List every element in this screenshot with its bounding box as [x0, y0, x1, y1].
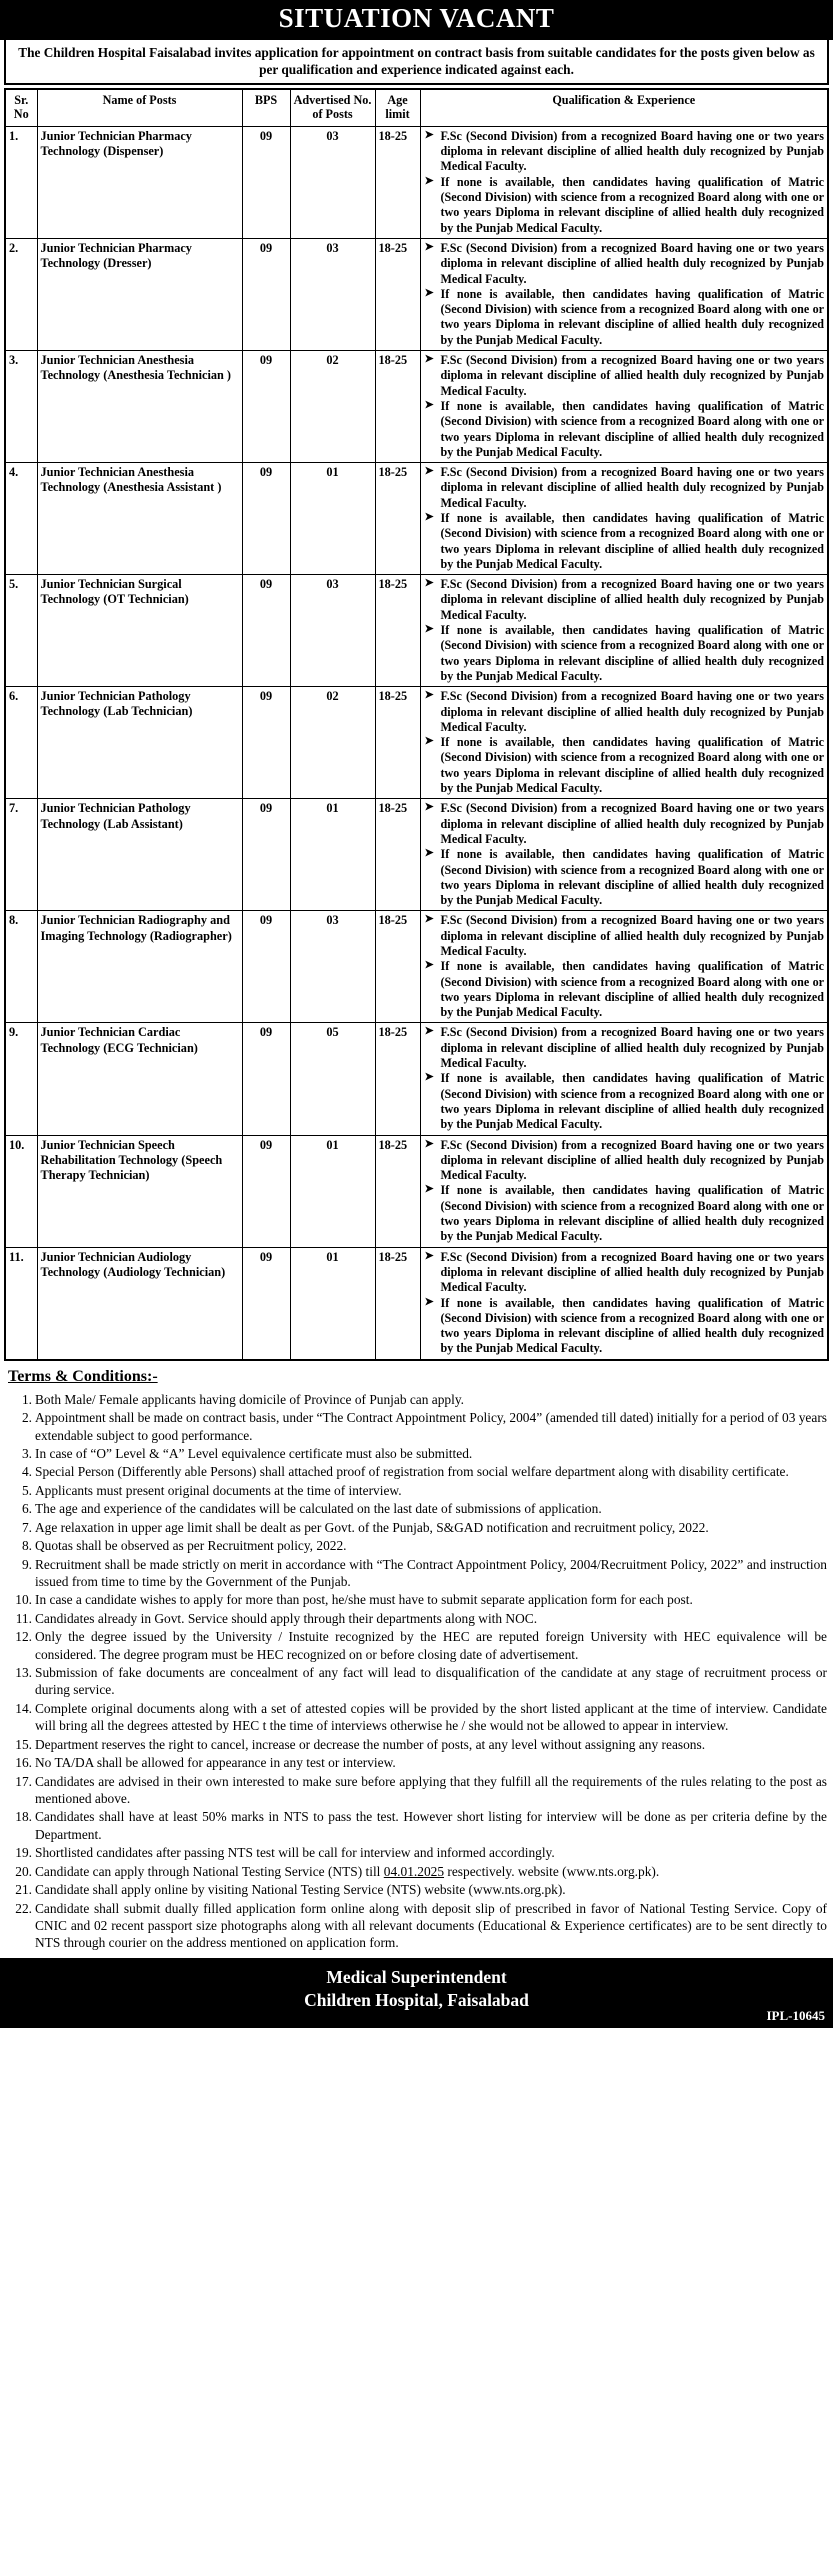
qualification-text: F.Sc (Second Division) from a recognized Board having one or two years diploma in relevant discipline of allied health duly recognized by Punjab Medical Faculty.: [440, 1025, 824, 1071]
cell-bps: 09: [242, 799, 290, 911]
cell-name: Junior Technician Radiography and Imaging Technology (Radiographer): [37, 911, 242, 1023]
qualification-list: [424, 129, 825, 236]
arrow-bullet-icon: ➤: [424, 465, 434, 478]
arrow-bullet-icon: ➤: [424, 689, 434, 702]
arrow-bullet-icon: ➤: [424, 1295, 434, 1308]
qualification-item: [424, 175, 825, 236]
qualification-text: F.Sc (Second Division) from a recognized Board having one or two years diploma in relevant discipline of allied health duly recognized by Punjab Medical Faculty.: [440, 689, 824, 734]
table-row: [5, 351, 828, 463]
cell-bps: 09: [242, 238, 290, 350]
cell-bps: 09: [242, 463, 290, 575]
arrow-bullet-icon: ➤: [424, 801, 434, 814]
cell-bps: 09: [242, 1247, 290, 1360]
qualification-text: F.Sc (Second Division) from a recognized Board having one or two years diploma in relevant discipline of allied health duly recognized by Punjab Medical Faculty.: [440, 465, 824, 510]
cell-bps: 09: [242, 351, 290, 463]
arrow-bullet-icon: ➤: [424, 847, 434, 860]
qualification-list: [424, 913, 825, 1020]
arrow-bullet-icon: ➤: [424, 735, 434, 748]
qualification-text: F.Sc (Second Division) from a recognized Board having one or two years diploma in relevant discipline of allied health duly recognized by Punjab Medical Faculty.: [440, 913, 824, 958]
cell-name: Junior Technician Pharmacy Technology (Dispenser): [37, 126, 242, 238]
cell-posts: 01: [290, 1247, 375, 1360]
qualification-item: [424, 1183, 825, 1244]
qualification-item: [424, 735, 825, 796]
cell-age-limit: 18-25: [375, 575, 420, 687]
column-header-age-limit: Age limit: [375, 89, 420, 126]
jobs-table-head: [5, 89, 828, 126]
qualification-item: [424, 399, 825, 460]
terms-item: Candidates are advised in their own interested to make sure before applying that they fulfill all the requirements of the rules relating to the post as mentioned above.: [35, 1773, 827, 1806]
cell-name: Junior Technician Anesthesia Technology (Anesthesia Technician ): [37, 351, 242, 463]
footer-signature: [0, 1966, 833, 2012]
cell-sr-no: 4.: [5, 463, 37, 575]
qualification-item: [424, 1250, 825, 1296]
jobs-table-body: [5, 126, 828, 1359]
table-row: [5, 1247, 828, 1360]
qualification-list: [424, 465, 825, 572]
qualification-item: [424, 465, 825, 511]
cell-name: Junior Technician Speech Rehabilitation Technology (Speech Therapy Technician): [37, 1135, 242, 1247]
terms-heading: Terms & Conditions:-: [8, 1367, 158, 1385]
qualification-item: [424, 847, 825, 908]
column-header-name-of-posts: Name of Posts: [37, 89, 242, 126]
terms-item: Recruitment shall be made strictly on merit in accordance with “The Contract Appointment Policy, 2004/Recruitment Policy, 2022” and instruction issued from time to time by the Government of the Punjab.: [35, 1556, 827, 1589]
qualification-item: [424, 689, 825, 735]
table-row: [5, 687, 828, 799]
qualification-text: F.Sc (Second Division) from a recognized Board having one or two years diploma in relevant discipline of allied health duly recognized by Punjab Medical Faculty.: [440, 240, 824, 286]
footer-designation: Medical Superintendent: [326, 1966, 507, 1987]
cell-posts: 01: [290, 1135, 375, 1247]
qualification-list: [424, 1250, 825, 1357]
qualification-text: F.Sc (Second Division) from a recognized Board having one or two years diploma in relevant discipline of allied health duly recognized by Punjab Medical Faculty.: [440, 353, 824, 398]
qualification-item: [424, 959, 825, 1020]
terms-item: The age and experience of the candidates will be calculated on the last date of submissions of application.: [35, 1501, 602, 1517]
cell-qualification: [420, 238, 828, 350]
qualification-list: [424, 689, 825, 796]
terms-item: Age relaxation in upper age limit shall be dealt as per Govt. of the Punjab, S&GAD notification and recruitment policy, 2022.: [35, 1519, 709, 1535]
footer-banner: [0, 1958, 833, 2028]
cell-name: Junior Technician Pathology Technology (Lab Technician): [37, 687, 242, 799]
cell-sr-no: 3.: [5, 351, 37, 463]
table-row: [5, 238, 828, 350]
cell-age-limit: 18-25: [375, 238, 420, 350]
cell-sr-no: 6.: [5, 687, 37, 799]
cell-age-limit: 18-25: [375, 1023, 420, 1135]
arrow-bullet-icon: ➤: [424, 1183, 434, 1196]
qualification-item: [424, 511, 825, 572]
footer-reference-number: IPL-10645: [766, 2007, 825, 2023]
arrow-bullet-icon: ➤: [424, 1249, 434, 1262]
table-row: [5, 799, 828, 911]
cell-name: Junior Technician Anesthesia Technology (Anesthesia Assistant ): [37, 463, 242, 575]
terms-and-conditions-section: [8, 1368, 827, 1952]
cell-name: Junior Technician Audiology Technology (Audiology Technician): [37, 1247, 242, 1360]
cell-posts: 01: [290, 799, 375, 911]
cell-posts: 02: [290, 687, 375, 799]
cell-age-limit: 18-25: [375, 799, 420, 911]
table-row: [5, 1023, 828, 1135]
arrow-bullet-icon: ➤: [424, 240, 434, 253]
cell-posts: 01: [290, 463, 375, 575]
qualification-item: [424, 1025, 825, 1071]
cell-posts: 03: [290, 126, 375, 238]
introduction-box: [4, 40, 829, 85]
arrow-bullet-icon: ➤: [424, 577, 434, 590]
terms-item: Candidate shall apply online by visiting National Testing Service (NTS) website (www.nts.org.pk).: [35, 1882, 566, 1898]
cell-qualification: [420, 1135, 828, 1247]
cell-age-limit: 18-25: [375, 463, 420, 575]
cell-qualification: [420, 799, 828, 911]
table-row: [5, 463, 828, 575]
cell-posts: 02: [290, 351, 375, 463]
cell-sr-no: 5.: [5, 575, 37, 687]
qualification-list: [424, 353, 825, 460]
terms-item: Special Person (Differently able Persons) shall attached proof of registration from social welfare department along with disability certificate.: [35, 1464, 789, 1480]
arrow-bullet-icon: ➤: [424, 174, 434, 187]
qualification-text: If none is available, then candidates having qualification of Matric (Second Division) with science from a recognized Board along with one or two years Diploma in relevant discipline of allied health duly recognized by the Punjab Medical Faculty.: [440, 847, 824, 908]
cell-age-limit: 18-25: [375, 1247, 420, 1360]
page-title: SITUATION VACANT: [278, 3, 555, 33]
qualification-item: [424, 623, 825, 684]
cell-posts: 03: [290, 575, 375, 687]
qualification-text: If none is available, then candidates having qualification of Matric (Second Division) with science from a recognized Board along with one or two years Diploma in relevant discipline of allied health duly recognized by the Punjab Medical Faculty.: [440, 623, 824, 683]
table-row: [5, 911, 828, 1023]
terms-item: Quotas shall be observed as per Recruitment policy, 2022.: [35, 1538, 347, 1554]
qualification-item: [424, 129, 825, 175]
cell-bps: 09: [242, 575, 290, 687]
cell-age-limit: 18-25: [375, 126, 420, 238]
qualification-text: F.Sc (Second Division) from a recognized Board having one or two years diploma in relevant discipline of allied health duly recognized by Punjab Medical Faculty.: [440, 801, 824, 846]
qualification-item: [424, 1296, 825, 1357]
arrow-bullet-icon: ➤: [424, 128, 434, 141]
terms-item: Both Male/ Female applicants having domicile of Province of Punjab can apply.: [35, 1391, 465, 1407]
qualification-text: F.Sc (Second Division) from a recognized Board having one or two years diploma in relevant discipline of allied health duly recognized by Punjab Medical Faculty.: [440, 128, 824, 174]
masthead-banner: [0, 0, 833, 40]
terms-item: Complete original documents along with a set of attested copies will be provided by the short listed applicant at the time of interview. Candidate will bring all the degrees attested by HEC t the time of interviews otherwise he / she would not be allowed to appear in interview.: [35, 1700, 827, 1734]
jobs-table-container: [4, 88, 829, 1361]
qualification-item: [424, 1071, 825, 1132]
cell-qualification: [420, 126, 828, 238]
cell-qualification: [420, 463, 828, 575]
qualification-text: If none is available, then candidates having qualification of Matric (Second Division) with science from a recognized Board along with one or two years Diploma in relevant discipline of allied health duly recognized by the Punjab Medical Faculty.: [440, 398, 824, 459]
terms-item: No TA/DA shall be allowed for appearance in any test or interview.: [35, 1755, 396, 1771]
qualification-list: [424, 1025, 825, 1132]
terms-item: Department reserves the right to cancel, increase or decrease the number of posts, at any level without assigning any reasons.: [35, 1736, 706, 1752]
qualification-item: [424, 241, 825, 287]
cell-qualification: [420, 911, 828, 1023]
qualification-list: [424, 577, 825, 684]
column-header-advertised-posts: Advertised No. of Posts: [290, 89, 375, 126]
cell-bps: 09: [242, 1023, 290, 1135]
cell-bps: 09: [242, 126, 290, 238]
terms-item: Applicants must present original documents at the time of interview.: [35, 1482, 402, 1498]
qualification-item: [424, 577, 825, 623]
qualification-text: If none is available, then candidates having qualification of Matric (Second Division) with science from a recognized Board along with one or two years Diploma in relevant discipline of allied health duly recognized by the Punjab Medical Faculty.: [440, 959, 824, 1020]
qualification-item: [424, 801, 825, 847]
cell-qualification: [420, 1247, 828, 1360]
cell-qualification: [420, 1023, 828, 1135]
arrow-bullet-icon: ➤: [424, 510, 434, 523]
qualification-text: If none is available, then candidates having qualification of Matric (Second Division) with science from a recognized Board along with one or two years Diploma in relevant discipline of allied health duly recognized by the Punjab Medical Faculty.: [440, 174, 824, 235]
qualification-item: [424, 353, 825, 399]
qualification-item: [424, 287, 825, 348]
column-header-sr-no: Sr. No: [5, 89, 37, 126]
cell-qualification: [420, 351, 828, 463]
introduction-text: The Children Hospital Faisalabad invites application for appointment on contract basis from suitable candidates for the posts given below as per qualification and experience indicated against each.: [18, 45, 815, 78]
arrow-bullet-icon: ➤: [424, 398, 434, 411]
qualification-text: F.Sc (Second Division) from a recognized Board having one or two years diploma in relevant discipline of allied health duly recognized by Punjab Medical Faculty.: [440, 577, 824, 622]
arrow-bullet-icon: ➤: [424, 353, 434, 366]
footer-organization: Children Hospital, Faisalabad: [304, 1989, 529, 2010]
cell-age-limit: 18-25: [375, 1135, 420, 1247]
cell-bps: 09: [242, 911, 290, 1023]
qualification-text: If none is available, then candidates having qualification of Matric (Second Division) with science from a recognized Board along with one or two years Diploma in relevant discipline of allied health duly recognized by the Punjab Medical Faculty.: [440, 1071, 824, 1132]
cell-sr-no: 7.: [5, 799, 37, 911]
terms-item: In case a candidate wishes to apply for more than post, he/she must have to submit separate application form for each post.: [35, 1592, 693, 1608]
terms-item: Candidates already in Govt. Service should apply through their departments along with NOC.: [35, 1610, 538, 1626]
terms-item: Only the degree issued by the University / Instuite recognized by the HEC are reputed foreign University with HEC equivalence will be considered. The degree program must be HEC recognized on or before closing date of advertisement.: [35, 1629, 827, 1662]
cell-posts: 05: [290, 1023, 375, 1135]
qualification-text: If none is available, then candidates having qualification of Matric (Second Division) with science from a recognized Board along with one or two years Diploma in relevant discipline of allied health duly recognized by the Punjab Medical Faculty.: [440, 510, 824, 571]
qualification-item: [424, 913, 825, 959]
terms-item: Submission of fake documents are concealment of any fact will lead to disqualification of the candidate at any stage of recruitment process or during service.: [35, 1665, 827, 1698]
cell-qualification: [420, 687, 828, 799]
table-row: [5, 1135, 828, 1247]
arrow-bullet-icon: ➤: [424, 959, 434, 972]
cell-qualification: [420, 575, 828, 687]
terms-list: [8, 1391, 827, 1952]
table-row: [5, 126, 828, 238]
cell-name: Junior Technician Cardiac Technology (ECG Technician): [37, 1023, 242, 1135]
cell-sr-no: 8.: [5, 911, 37, 1023]
qualification-text: If none is available, then candidates having qualification of Matric (Second Division) with science from a recognized Board along with one or two years Diploma in relevant discipline of allied health duly recognized by the Punjab Medical Faculty.: [440, 735, 824, 796]
cell-bps: 09: [242, 1135, 290, 1247]
arrow-bullet-icon: ➤: [424, 1137, 434, 1150]
terms-item: Appointment shall be made on contract basis, under “The Contract Appointment Policy, 2004” (amended till dated) initially for a period of 03 years extendable subject to good performance.: [35, 1410, 827, 1443]
cell-bps: 09: [242, 687, 290, 799]
qualification-text: If none is available, then candidates having qualification of Matric (Second Division) with science from a recognized Board along with one or two years Diploma in relevant discipline of allied health duly recognized by the Punjab Medical Faculty.: [440, 286, 824, 347]
arrow-bullet-icon: ➤: [424, 1071, 434, 1084]
terms-item: In case of “O” Level & “A” Level equivalence certificate must also be submitted.: [35, 1445, 473, 1461]
cell-sr-no: 11.: [5, 1247, 37, 1360]
qualification-list: [424, 1138, 825, 1245]
cell-age-limit: 18-25: [375, 687, 420, 799]
cell-name: Junior Technician Surgical Technology (OT Technician): [37, 575, 242, 687]
table-row: [5, 575, 828, 687]
terms-item: Candidate can apply through National Testing Service (NTS) till 04.01.2025 respectively. website (www.nts.org.pk).: [35, 1863, 660, 1879]
qualification-item: [424, 1138, 825, 1184]
cell-name: Junior Technician Pharmacy Technology (Dresser): [37, 238, 242, 350]
qualification-list: [424, 241, 825, 348]
arrow-bullet-icon: ➤: [424, 1025, 434, 1038]
cell-sr-no: 1.: [5, 126, 37, 238]
cell-age-limit: 18-25: [375, 911, 420, 1023]
application-deadline-date: 04.01.2025: [383, 1863, 445, 1879]
cell-sr-no: 10.: [5, 1135, 37, 1247]
arrow-bullet-icon: ➤: [424, 286, 434, 299]
terms-item: Shortlisted candidates after passing NTS test will be call for interview and informed accordingly.: [35, 1845, 555, 1861]
terms-item: Candidates shall have at least 50% marks in NTS to pass the test. However short listing for interview will be done as per criteria define by the Department.: [35, 1809, 827, 1842]
table-header-row: [5, 89, 828, 126]
qualification-text: F.Sc (Second Division) from a recognized Board having one or two years diploma in relevant discipline of allied health duly recognized by Punjab Medical Faculty.: [440, 1137, 824, 1183]
arrow-bullet-icon: ➤: [424, 623, 434, 636]
arrow-bullet-icon: ➤: [424, 913, 434, 926]
jobs-table: [4, 88, 829, 1361]
cell-age-limit: 18-25: [375, 351, 420, 463]
cell-name: Junior Technician Pathology Technology (Lab Assistant): [37, 799, 242, 911]
qualification-list: [424, 801, 825, 908]
cell-posts: 03: [290, 911, 375, 1023]
qualification-text: If none is available, then candidates having qualification of Matric (Second Division) with science from a recognized Board along with one or two years Diploma in relevant discipline of allied health duly recognized by the Punjab Medical Faculty.: [440, 1183, 824, 1244]
cell-sr-no: 9.: [5, 1023, 37, 1135]
cell-posts: 03: [290, 238, 375, 350]
cell-sr-no: 2.: [5, 238, 37, 350]
qualification-text: If none is available, then candidates having qualification of Matric (Second Division) with science from a recognized Board along with one or two years Diploma in relevant discipline of allied health duly recognized by the Punjab Medical Faculty.: [440, 1295, 824, 1356]
column-header-qualification: Qualification & Experience: [420, 89, 828, 126]
terms-item: Candidate shall submit dually filled application form online along with deposit slip of prescribed in favor of National Testing Service. Copy of CNIC and 02 recent passport size photographs along with all relevant documents (Educational & Experience certificates) are to be sent directly to NTS through courier on the address mentioned on application form.: [35, 1900, 827, 1951]
column-header-bps: BPS: [242, 89, 290, 126]
qualification-text: F.Sc (Second Division) from a recognized Board having one or two years diploma in relevant discipline of allied health duly recognized by Punjab Medical Faculty.: [440, 1249, 824, 1295]
